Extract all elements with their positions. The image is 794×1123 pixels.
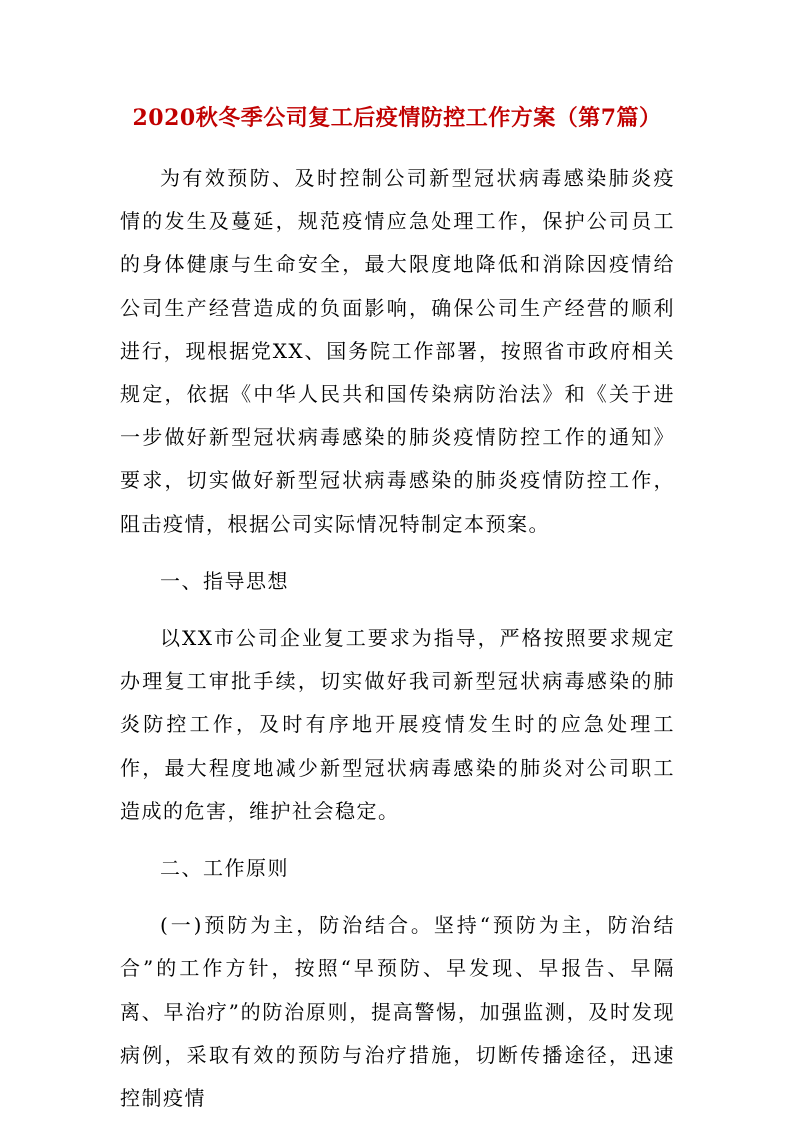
principle-one-paragraph: (一)预防为主，防治结合。坚持“预防为主，防治结合”的工作方针，按照“早预防、早发现、早报告、早隔离、早治疗”的防治原则，提高警惕，加强监测，及时发现病例，采取有效的预防与治疗措施，切断传播途径，迅速控制疫情: [120, 913, 675, 1111]
section-heading-working-principles: 二、工作原则: [160, 856, 289, 881]
section-heading-guiding-ideology: 一、指导思想: [160, 568, 289, 593]
paragraph-gap: [120, 603, 675, 617]
guiding-ideology-paragraph: 以XX市公司企业复工要求为指导，严格按照要求规定办理复工审批手续，切实做好我司新型冠状病毒感染的肺炎防控工作，及时有序地开展疫情发生时的应急处理工作，最大程度地减少新型冠状病毒感染的肺炎对公司职工造成的危害，维护社会稳定。: [120, 626, 675, 823]
document-body: [120, 157, 675, 1120]
paragraph-gap: [120, 546, 675, 560]
paragraph-gap: [120, 890, 675, 904]
paragraph-gap: [120, 833, 675, 847]
intro-paragraph: 为有效预防、及时控制公司新型冠状病毒感染肺炎疫情的发生及蔓延，规范疫情应急处理工作，保护公司员工的身体健康与生命安全，最大限度地降低和消除因疫情给公司生产经营造成的负面影响，确保公司生产经营的顺利进行，现根据党XX、国务院工作部署，按照省市政府相关规定，依据《中华人民共和国传染病防治法》和《关于进一步做好新型冠状病毒感染的肺炎疫情防控工作的通知》要求，切实做好新型冠状病毒感染的肺炎疫情防控工作，阻击疫情，根据公司实际情况特制定本预案。: [120, 166, 675, 536]
document-title: 2020秋冬季公司复工后疫情防控工作方案（第7篇）: [132, 105, 662, 131]
